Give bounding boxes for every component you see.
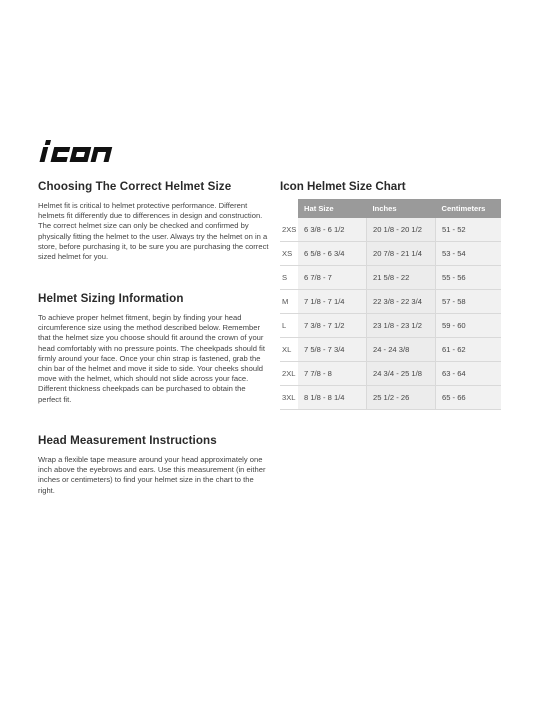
icon-brand-logo xyxy=(37,136,141,171)
hat-size-cell: 7 1/8 - 7 1/4 xyxy=(298,290,367,314)
head-measurement-section xyxy=(38,434,270,496)
section-title: Head Measurement Instructions xyxy=(38,434,217,447)
section-title: Choosing The Correct Helmet Size xyxy=(38,180,232,193)
icon-logo-graphic xyxy=(37,136,141,166)
inches-cell: 22 3/8 - 22 3/4 xyxy=(367,290,436,314)
section-body: Wrap a flexible tape measure around your head approximately one inch above the eyebrows and ears. Use this measurement (in either inches or centimeters) to find your helmet size in the chart to the right. xyxy=(38,455,266,495)
size-label: M xyxy=(280,290,298,314)
table-row xyxy=(280,218,501,242)
hat-size-cell: 6 7/8 - 7 xyxy=(298,266,367,290)
size-label: XL xyxy=(280,338,298,362)
centimeters-cell: 65 - 66 xyxy=(436,386,502,410)
hat-size-cell: 7 7/8 - 8 xyxy=(298,362,367,386)
inches-cell: 21 5/8 - 22 xyxy=(367,266,436,290)
centimeters-column-header: Centimeters xyxy=(436,199,502,218)
table-header-row xyxy=(280,199,501,218)
hat-size-cell: 6 5/8 - 6 3/4 xyxy=(298,242,367,266)
inches-cell: 25 1/2 - 26 xyxy=(367,386,436,410)
table-row xyxy=(280,362,501,386)
hat-size-cell: 8 1/8 - 8 1/4 xyxy=(298,386,367,410)
centimeters-cell: 63 - 64 xyxy=(436,362,502,386)
size-label: S xyxy=(280,266,298,290)
hat-size-column-header: Hat Size xyxy=(298,199,367,218)
inches-column-header: Inches xyxy=(367,199,436,218)
centimeters-cell: 55 - 56 xyxy=(436,266,502,290)
size-label: L xyxy=(280,314,298,338)
table-row xyxy=(280,386,501,410)
size-label: 2XL xyxy=(280,362,298,386)
hat-size-cell: 7 3/8 - 7 1/2 xyxy=(298,314,367,338)
table-row xyxy=(280,338,501,362)
centimeters-cell: 57 - 58 xyxy=(436,290,502,314)
section-body: Helmet fit is critical to helmet protective performance. Different helmets fit differently due to differences in design and construction. The correct helmet size can only be checked and confirmed by physically fitting the helmet to the user. Always try the helmet on in a store, before purchasing it, to be sure you are purchasing the correct sized helmet for you. xyxy=(38,201,269,262)
helmet-sizing-info-section xyxy=(38,292,270,405)
hat-size-cell: 6 3/8 - 6 1/2 xyxy=(298,218,367,242)
table-row xyxy=(280,290,501,314)
size-chart-table xyxy=(280,199,501,410)
section-title: Helmet Sizing Information xyxy=(38,292,184,305)
centimeters-cell: 53 - 54 xyxy=(436,242,502,266)
centimeters-cell: 61 - 62 xyxy=(436,338,502,362)
centimeters-cell: 51 - 52 xyxy=(436,218,502,242)
inches-cell: 24 - 24 3/8 xyxy=(367,338,436,362)
hat-size-cell: 7 5/8 - 7 3/4 xyxy=(298,338,367,362)
table-row xyxy=(280,314,501,338)
inches-cell: 20 7/8 - 21 1/4 xyxy=(367,242,436,266)
section-body: To achieve proper helmet fitment, begin by finding your head circumference size using the method described below. Remember that the helmet size you choose should fit around the crown of your head comfortably with no pressure points. The cheekpads should fit firmly around your face. Once your chin strap is fastened, grab the chin bar of the helmet and move it side to side. Your cheeks should move with the helmet, which should not slide across your face. Different thickness cheekpads can be purchased to obtain the perfect fit. xyxy=(38,313,265,404)
size-label: XS xyxy=(280,242,298,266)
size-chart-title: Icon Helmet Size Chart xyxy=(280,180,406,193)
choosing-helmet-size-section xyxy=(38,180,270,262)
inches-cell: 24 3/4 - 25 1/8 xyxy=(367,362,436,386)
size-label: 3XL xyxy=(280,386,298,410)
table-row xyxy=(280,266,501,290)
centimeters-cell: 59 - 60 xyxy=(436,314,502,338)
size-column-header xyxy=(280,199,298,218)
table-row xyxy=(280,242,501,266)
size-label: 2XS xyxy=(280,218,298,242)
inches-cell: 23 1/8 - 23 1/2 xyxy=(367,314,436,338)
inches-cell: 20 1/8 - 20 1/2 xyxy=(367,218,436,242)
